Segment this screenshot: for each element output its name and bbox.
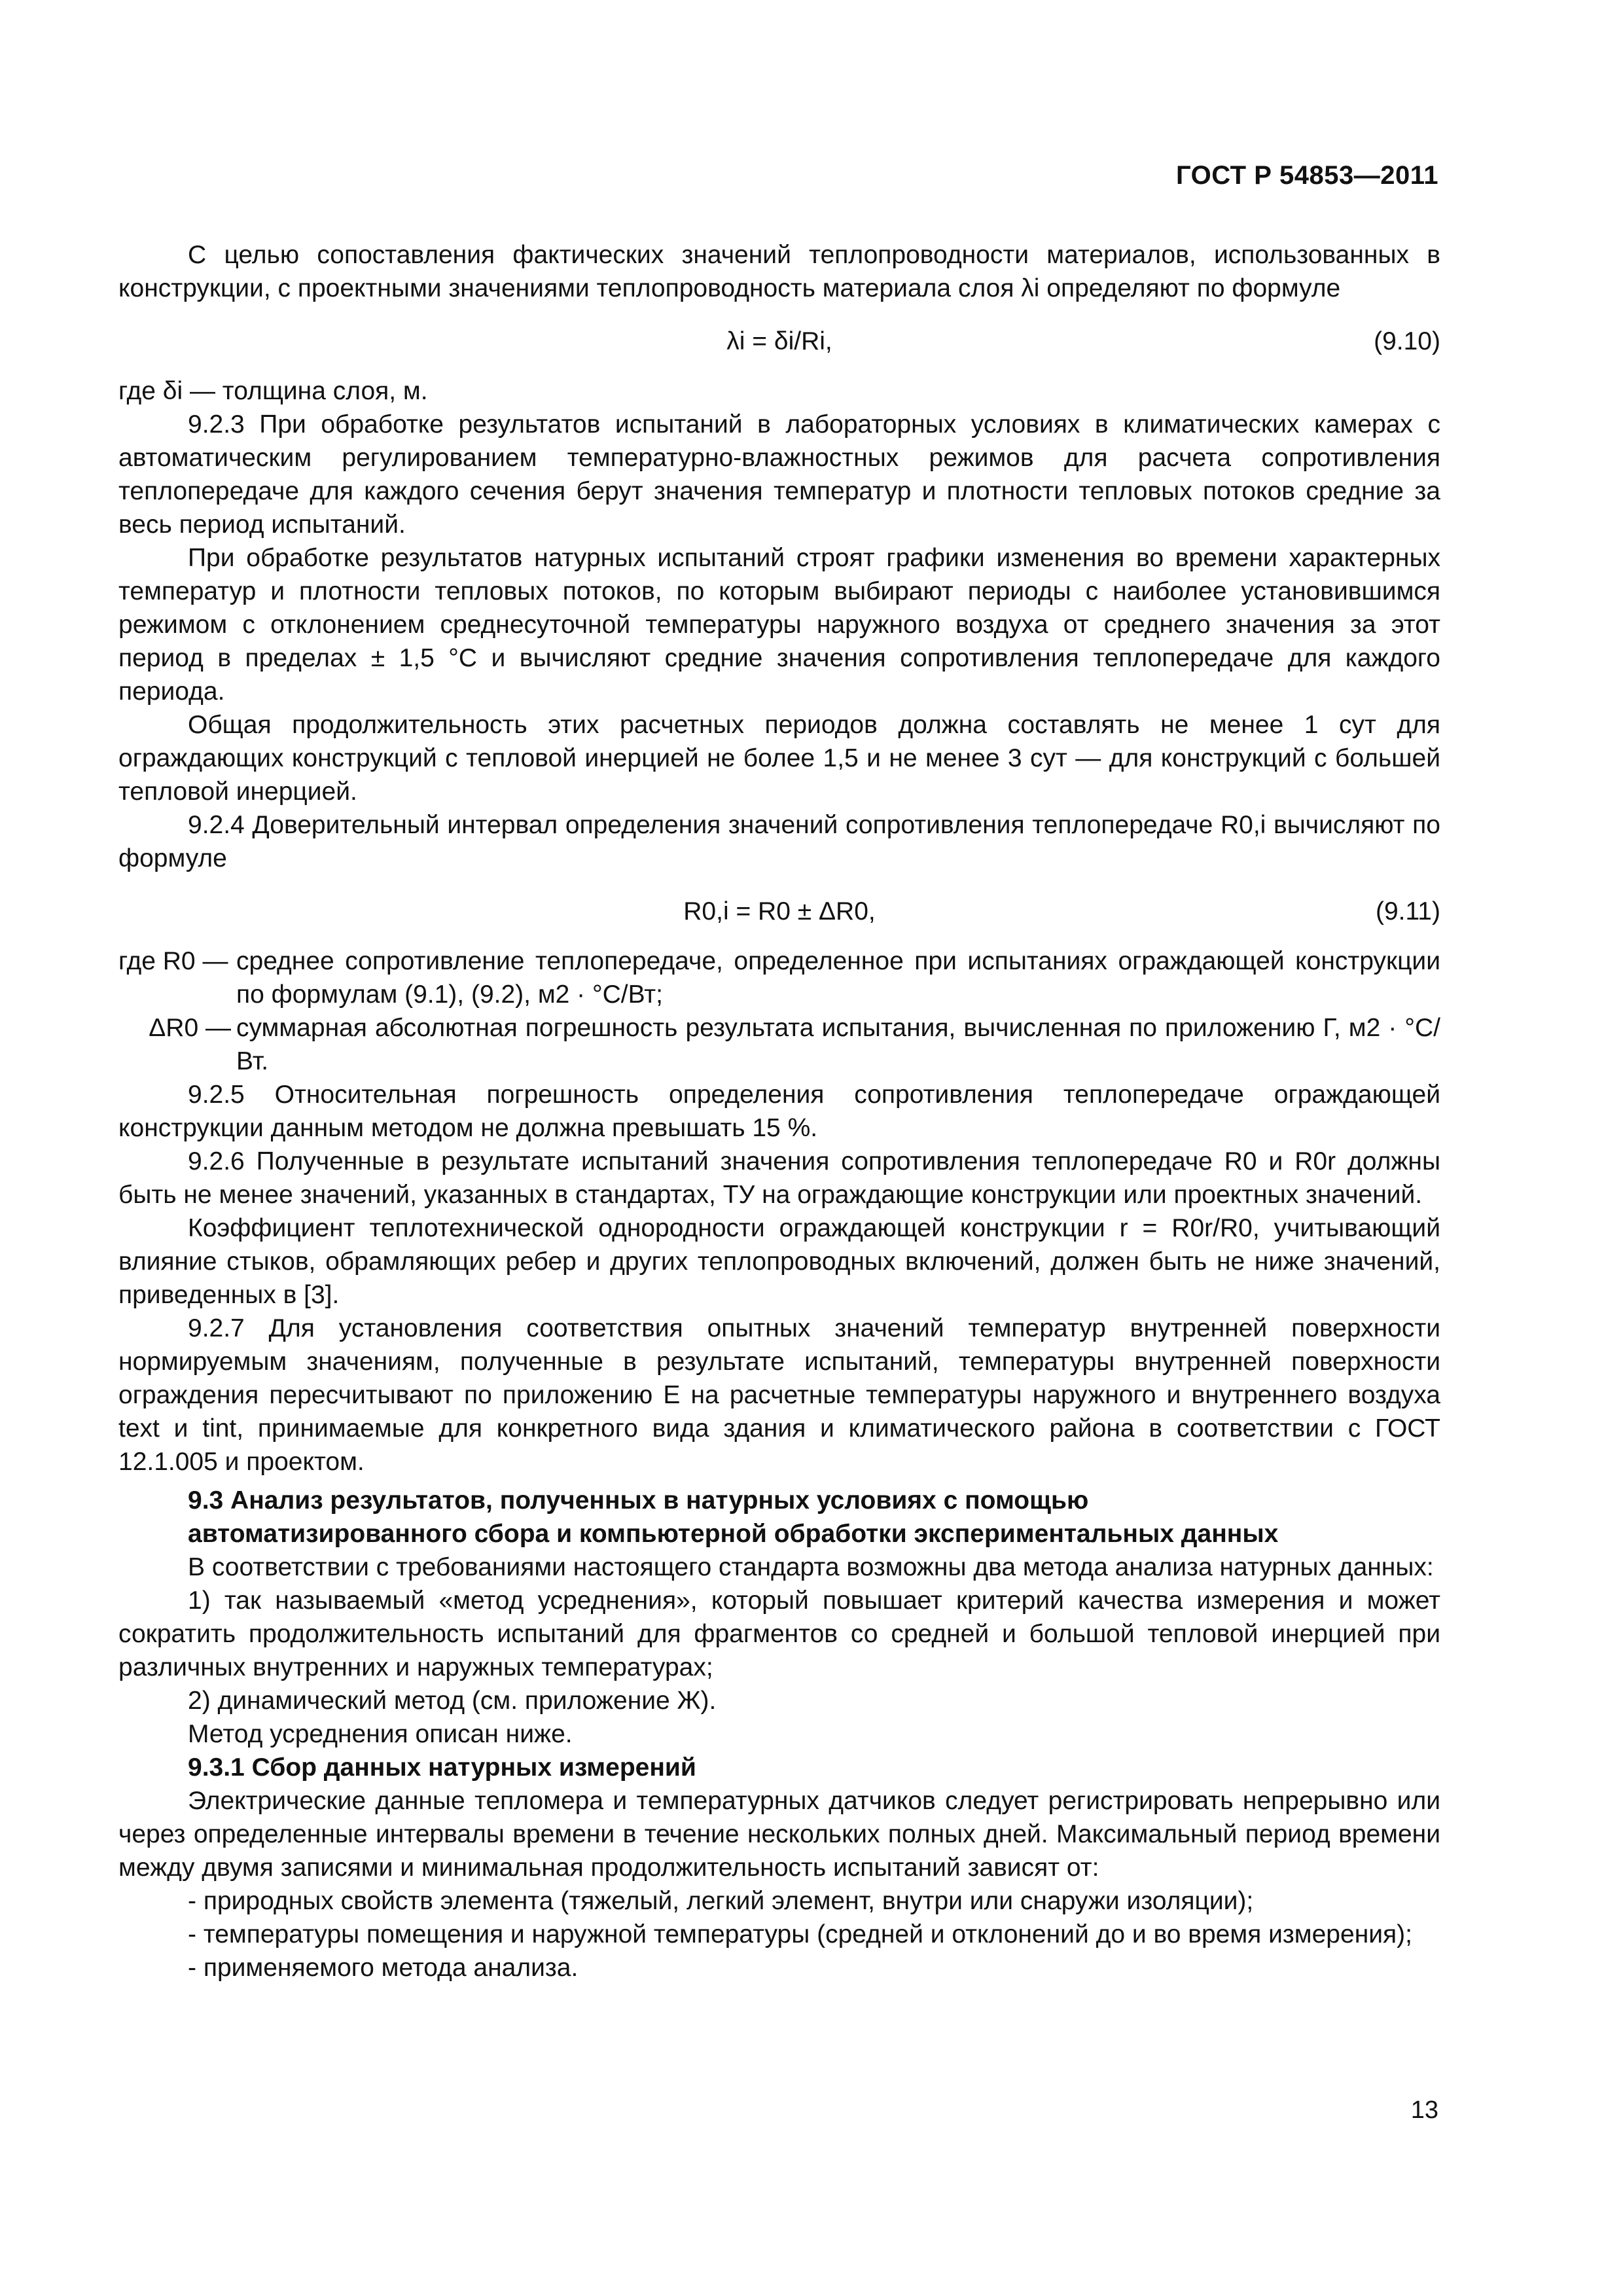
paragraph: Общая продолжительность этих расчетных периодов должна составлять не менее 1 сут для ограждающих конструкций с тепловой инерцией не более 1,5 и не менее 3 сут — для конструкций с большей тепловой инерцией. [118,711,1440,806]
where-description: суммарная абсолютная погрешность результата испытания, вычисленная по приложению Г, м2 · °С/Вт. [236,1014,1440,1075]
section-9-2-5: 9.2.5 Относительная погрешность определения сопротивления теплопередаче ограждающей конструкции данным методом не должна превышать 15 %. [118,1081,1440,1142]
section-9-2-6: 9.2.6 Полученные в результате испытаний значения сопротивления теплопередаче R0 и R0r должны быть не менее значений, указанных в стандартах, ТУ на ограждающие конструкции или проектных значений. [118,1147,1440,1209]
where-symbol: где R0 — [118,947,228,975]
section-9-2-7: 9.2.7 Для установления соответствия опытных значений температур внутренней поверхности нормируемым значениям, полученные в результате испытаний, температуры внутренней поверхности ограждения пересчитывают по приложению Е на расчетные температуры наружного и внутреннего воздуха text и tint, принимаемые для конкретного вида здания и климатического района в соответствии с ГОСТ 12.1.005 и проектом. [118,1314,1440,1476]
formula-expression: λi = δi/Ri, [726,327,832,355]
paragraph: Электрические данные тепломера и температурных датчиков следует регистрировать непрерывно или через определенные интервалы времени в течение нескольких полных дней. Максимальный период времени между двумя записями и минимальная продолжительность испытаний зависят от: [118,1787,1440,1882]
where-description: среднее сопротивление теплопередаче, определенное при испытаниях ограждающей конструкции по формулам (9.1), (9.2), м2 · °С/Вт; [236,947,1440,1009]
section-9-3-heading [118,1484,1440,1551]
formula-9-11 [118,889,1440,935]
paragraph: где δi — толщина слоя, м. [118,377,428,405]
body-text [118,238,1440,1984]
formula-number: (9.11) [1376,897,1440,925]
paragraph: Метод усреднения описан ниже. [188,1720,573,1748]
list-item: - природных свойств элемента (тяжелый, легкий элемент, внутри или снаружи изоляции); [188,1887,1254,1915]
heading-line: автоматизированного сбора и компьютерной обработки экспериментальных данных [188,1520,1279,1548]
formula-expression: R0,i = R0 ± ΔR0, [683,897,876,925]
standard-id-header: ГОСТ Р 54853—2011 [1176,161,1438,190]
paragraph: С целью сопоставления фактических значений теплопроводности материалов, использованных в конструкции, с проектными значениями теплопроводность материала слоя λi определяют по формуле [118,241,1440,302]
page-number: 13 [1410,2096,1438,2124]
where-symbol: ΔR0 — [149,1014,231,1042]
list-item: - применяемого метода анализа. [188,1954,579,1982]
section-9-3-1-heading: 9.3.1 Сбор данных натурных измерений [188,1753,696,1782]
section-9-2-4: 9.2.4 Доверительный интервал определения значений сопротивления теплопередаче R0,i вычисляют по формуле [118,811,1440,872]
where-clause [118,1011,1440,1078]
heading-line: 9.3 Анализ результатов, полученных в натурных условиях с помощью [188,1486,1089,1515]
paragraph: В соответствии с требованиями настоящего стандарта возможны два метода анализа натурных данных: [188,1553,1434,1581]
paragraph: При обработке результатов натурных испытаний строят графики изменения во времени характерных температур и плотности тепловых потоков, по которым выбирают периоды с наиболее установившимся режимом с отклонением среднесуточной температуры наружного воздуха от среднего значения за этот период в пределах ± 1,5 °С и вычисляют средние значения сопротивления теплопередаче для каждого периода. [118,544,1440,706]
where-clause [118,944,1440,1011]
list-item: 1) так называемый «метод усреднения», который повышает критерий качества измерения и может сократить продолжительность испытаний для фрагментов со средней и большой тепловой инерцией при различных внутренних и наружных температурах; [118,1587,1440,1681]
paragraph: Коэффициент теплотехнической однородности ограждающей конструкции r = R0r/R0, учитывающий влияние стыков, обрамляющих ребер и других теплопроводных включений, должен быть не ниже значений, приведенных в [3]. [118,1214,1440,1309]
list-item: - температуры помещения и наружной температуры (средней и отклонений до и во время измерения); [188,1920,1412,1948]
list-item: 2) динамический метод (см. приложение Ж). [188,1687,717,1715]
formula-9-10 [118,319,1440,365]
formula-number: (9.10) [1374,327,1440,355]
section-9-2-3: 9.2.3 При обработке результатов испытаний в лабораторных условиях в климатических камерах с автоматическим регулированием температурно-влажностных режимов для расчета сопротивления теплопередаче для каждого сечения берут значения температур и плотности тепловых потоков средние за весь период испытаний. [118,410,1440,539]
